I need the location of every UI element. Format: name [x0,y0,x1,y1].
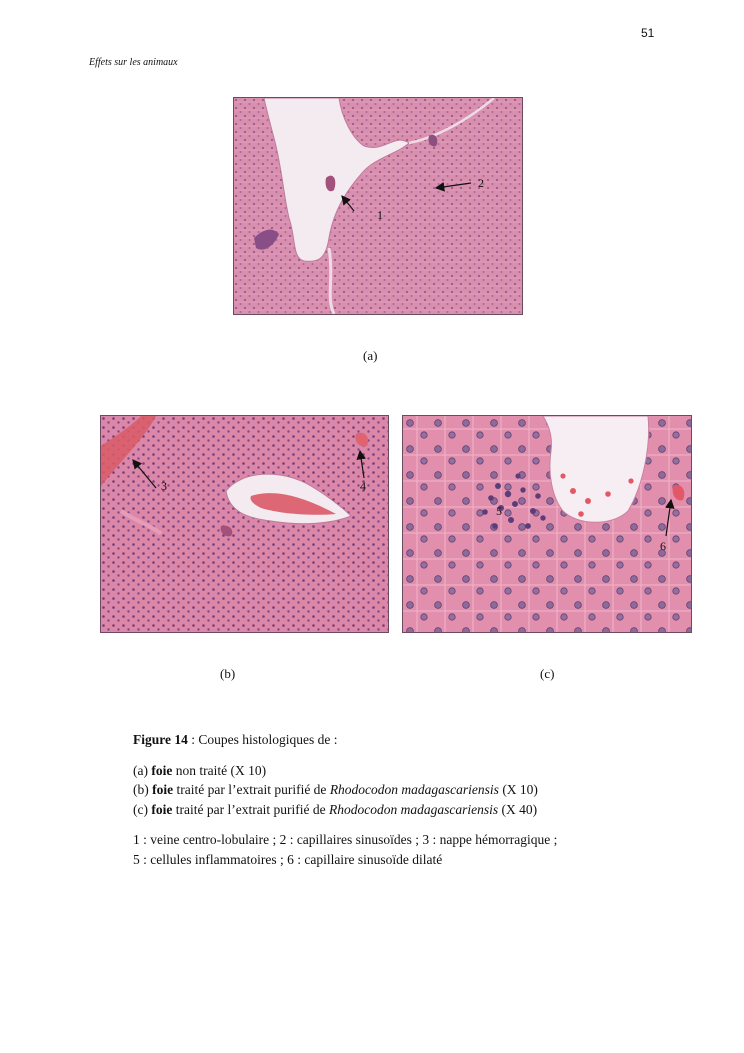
caption-line-prefix: (a) [133,762,152,778]
micrograph-a [233,97,523,315]
annotation-5: 5 [496,504,502,518]
annotation-2: 2 [478,176,484,190]
micrograph-c [402,415,692,633]
caption-legend-2: 5 : cellules inflammatoires ; 6 : capillaire sinusoïde dilaté [133,851,443,867]
caption-line-text: traité par l’extrait purifié de [172,801,330,817]
caption-line-prefix: (c) [133,801,152,817]
annotation-6: 6 [660,539,666,553]
caption-line-b [133,780,693,800]
panel-label-a: (a) [363,348,378,363]
annotation-4: 4 [360,479,366,493]
caption-line-text: traité par l’extrait purifié de [173,782,330,797]
page-number: 51 [641,26,655,40]
caption-line-suffix: (X 10) [498,782,538,797]
figure-caption [133,730,693,869]
figure-title: : Coupes histologiques de : [187,732,338,747]
caption-line-a [133,761,693,781]
caption-title [133,730,693,750]
annotation-1: 1 [377,208,383,222]
annotation-3: 3 [161,479,167,493]
caption-line-c [133,800,693,820]
caption-line-prefix: (b) [133,782,153,797]
figure-label: Figure 14 [133,732,188,747]
caption-legend-1: 1 : veine centro-lobulaire ; 2 : capillaires sinusoïdes ; 3 : nappe hémorragique ; [133,832,558,847]
caption-line-bold: foie [152,782,174,797]
species-name: Rhodocodon madagascariensis [329,801,499,817]
species-name: Rhodocodon madagascariensis [329,782,499,797]
running-header: Effets sur les animaux [89,57,178,68]
micrograph-b [100,415,389,633]
caption-line-bold: foie [151,762,173,778]
caption-line-suffix: (X 40) [498,801,538,817]
panel-label-c: (c) [540,666,555,681]
caption-line-text: non traité (X 10) [172,762,267,778]
caption-line-bold: foie [151,801,173,817]
panel-label-b: (b) [220,666,236,681]
